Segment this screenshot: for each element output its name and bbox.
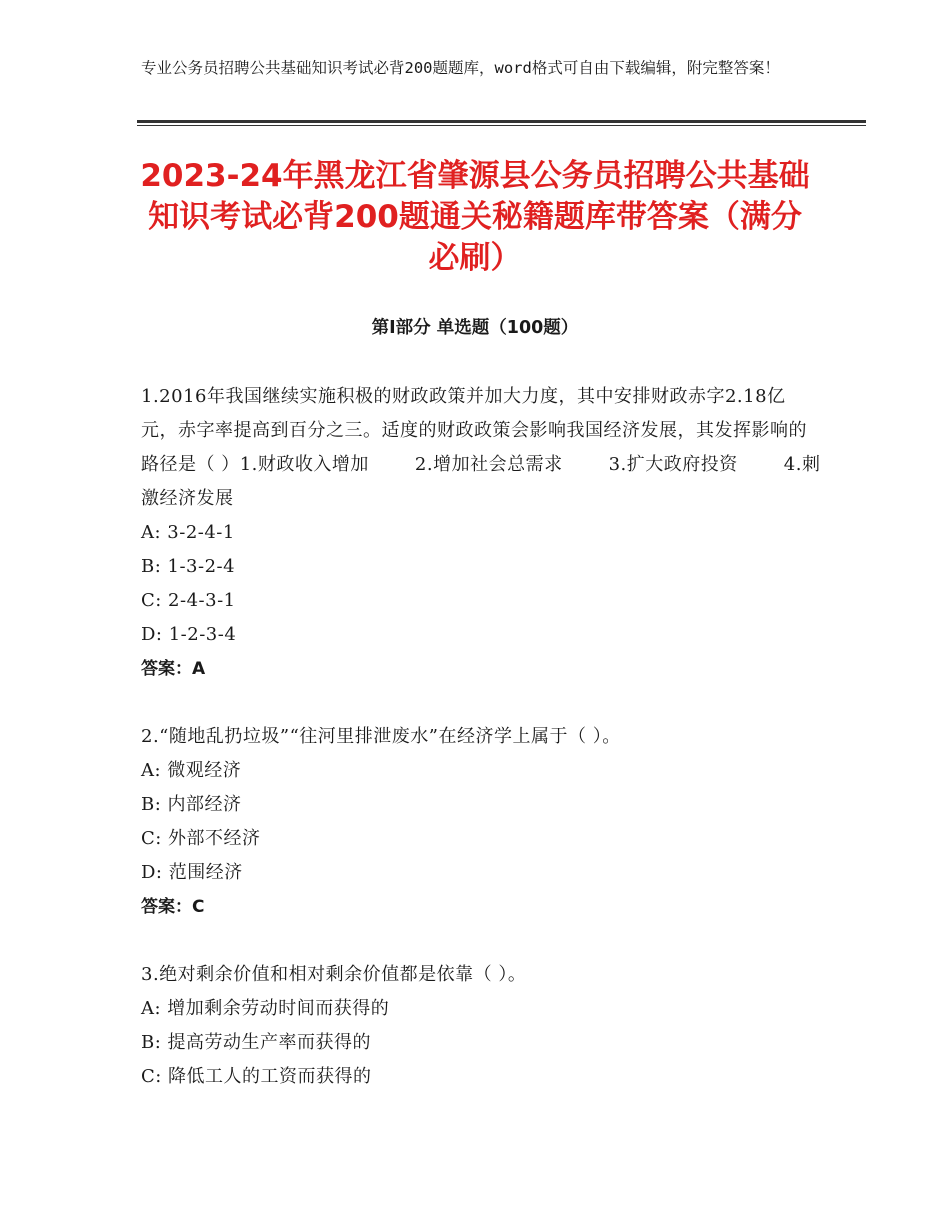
- question-list: [141, 380, 821, 1128]
- option-a: A: 增加剩余劳动时间而获得的: [141, 998, 390, 1019]
- option-d: D: 范围经济: [141, 862, 243, 883]
- option-b: B: 提高劳动生产率而获得的: [141, 1032, 372, 1053]
- question-2: [141, 720, 821, 924]
- answer: 答案：A: [141, 659, 206, 679]
- header-note: 专业公务员招聘公共基础知识考试必背200题题库，word格式可自由下载编辑，附完整答案！: [141, 59, 780, 77]
- option-a: A: 3-2-4-1: [141, 522, 235, 543]
- option-d: D: 1-2-3-4: [141, 624, 237, 645]
- question-stem-text: 1.2016年我国继续实施积极的财政政策并加大力度，其中安排财政赤字2.18亿元，赤字率提高到百分之三。适度的财政政策会影响我国经济发展，其发挥影响的路径是（ ）1.财政收入增加: [141, 386, 807, 475]
- question-stem: 2.“随地乱扔垃圾”“往河里排泄废水”在经济学上属于（ ）。: [141, 726, 621, 747]
- question-stem: 3.绝对剩余价值和相对剩余价值都是依靠（ ）。: [141, 964, 527, 985]
- header-divider-thin: [137, 125, 866, 126]
- answer: 答案：C: [141, 897, 205, 917]
- option-b: B: 内部经济: [141, 794, 242, 815]
- question-stem-item: 3.扩大政府投资: [608, 454, 738, 475]
- option-a: A: 微观经济: [141, 760, 242, 781]
- question-stem-item: 2.增加社会总需求: [414, 454, 563, 475]
- question-stem-item: 4.刺激经济发展: [141, 454, 821, 509]
- question-stem: [141, 380, 821, 516]
- option-c: C: 外部不经济: [141, 828, 261, 849]
- question-1: [141, 380, 821, 686]
- header-divider-thick: [137, 120, 866, 123]
- option-c: C: 降低工人的工资而获得的: [141, 1066, 372, 1087]
- option-c: C: 2-4-3-1: [141, 590, 236, 611]
- section-title: 第Ⅰ部分 单选题（100题）: [371, 318, 579, 338]
- question-3: [141, 958, 821, 1094]
- document-title: 2023-24年黑龙江省肇源县公务员招聘公共基础知识考试必背200题通关秘籍题库带答案（满分必刷）: [140, 158, 810, 276]
- option-b: B: 1-3-2-4: [141, 556, 236, 577]
